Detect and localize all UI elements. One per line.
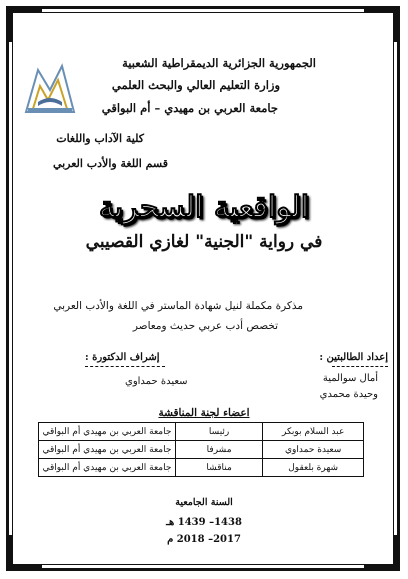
jury-member-role: مناقشا — [175, 459, 262, 477]
jury-table — [38, 422, 364, 477]
jury-member-name: سعيدة حمداوي — [263, 441, 364, 459]
divider — [332, 366, 388, 367]
faculty-name: كلية الآداب واللغات — [56, 132, 144, 145]
jury-member-role: رئيسا — [175, 423, 262, 441]
table-row — [39, 423, 364, 441]
jury-title: اعضاء لجنة المناقشة — [158, 407, 250, 419]
student-name: أمال سوالمية — [322, 373, 378, 384]
jury-member-institution: جامعة العربي بن مهيدي أم البواقي — [39, 459, 176, 477]
corner-ornament — [364, 6, 400, 42]
students-label: إعداد الطالبتين : — [319, 352, 388, 363]
country-name: الجمهورية الجزائرية الديمقراطية الشعبية — [122, 56, 316, 70]
student-name: وحيدة محمدي — [319, 389, 378, 400]
supervisor-name: سعيدة حمداوي — [125, 376, 188, 387]
corner-ornament — [6, 6, 42, 42]
supervisor-label: إشراف الدكتورة : — [85, 352, 160, 363]
thesis-subtitle: في رواية "الجنية" لغازي القصيبي — [85, 232, 323, 252]
specialty: تخصص أدب عربي حديث ومعاصر — [132, 320, 278, 332]
academic-year-label: السنة الجامعية — [175, 497, 233, 508]
memo-description: مذكرة مكملة لنيل شهادة الماستر في اللغة والأدب العربي — [53, 300, 303, 312]
academic-year-hijri: 1438– 1439 هـ — [166, 517, 242, 528]
table-row — [39, 459, 364, 477]
jury-member-role: مشرفا — [175, 441, 262, 459]
divider — [85, 366, 165, 367]
jury-member-institution: جامعة العربي بن مهيدي أم البواقي — [39, 423, 176, 441]
department-name: قسم اللغة والأدب العربي — [52, 157, 168, 170]
university-name: جامعة العربي بن مهيدي – أم البواقي — [101, 101, 278, 115]
university-logo-icon — [18, 60, 82, 122]
table-row — [39, 441, 364, 459]
thesis-title: الواقعية السحرية — [98, 190, 310, 225]
jury-member-institution: جامعة العربي بن مهيدي أم البواقي — [39, 441, 176, 459]
jury-member-name: عبد السلام بوبكر — [263, 423, 364, 441]
jury-member-name: شهرة بلعقول — [263, 459, 364, 477]
ministry-name: وزارة التعليم العالي والبحث العلمي — [111, 78, 280, 92]
academic-year-gregorian: 2017– 2018 م — [167, 534, 241, 545]
